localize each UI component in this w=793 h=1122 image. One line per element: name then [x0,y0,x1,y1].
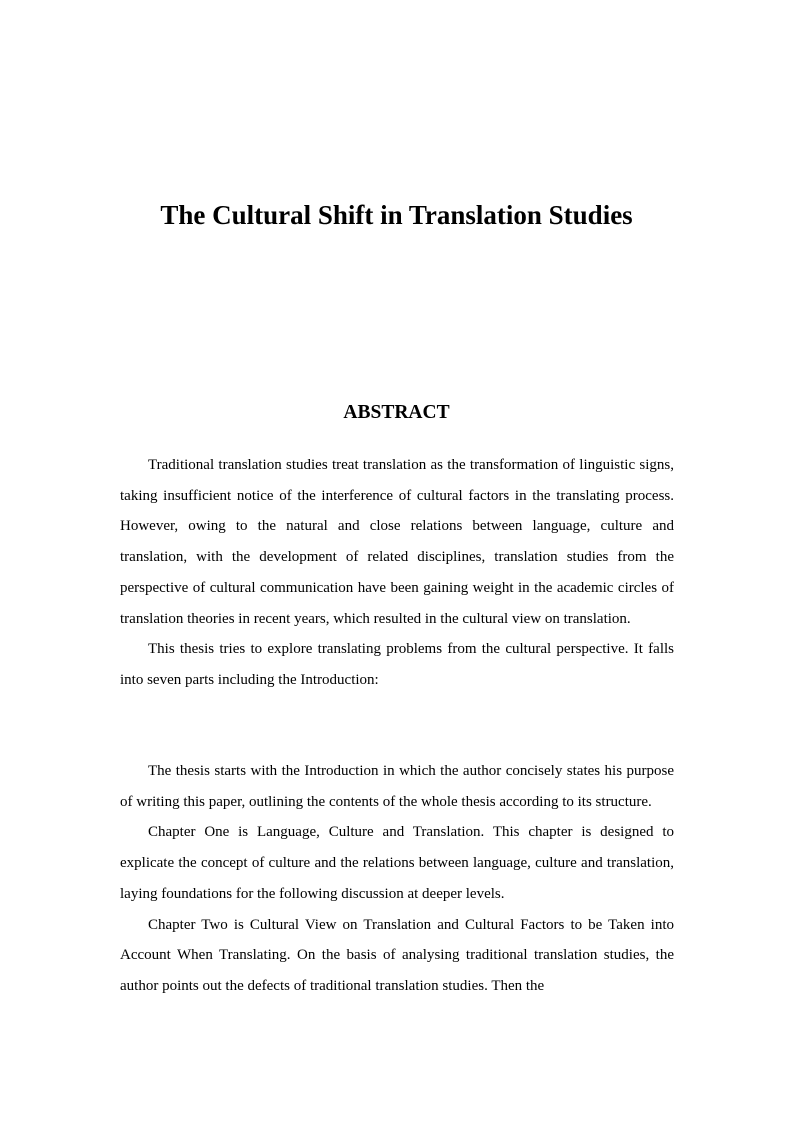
abstract-paragraph-1: Traditional translation studies treat translation as the transformation of linguistic signs, taking insufficient notice of the interference of cultural factors in the translating process. However, owing to the natural and close relations between language, culture and translation, with the development of related disciplines, translation studies from the perspective of cultural communication have been gaining weight in the academic circles of translation theories in recent years, which resulted in the cultural view on translation. [120,457,674,627]
document-title: The Cultural Shift in Translation Studies [160,200,633,230]
outline-paragraph-chapter-one: Chapter One is Language, Culture and Translation. This chapter is designed to explicate the concept of culture and the relations between language, culture and translation, laying foundations for the following discussion at deeper levels. [120,824,674,902]
abstract-heading: ABSTRACT [343,402,450,423]
abstract-paragraph-2: This thesis tries to explore translating problems from the cultural perspective. It falls into seven parts including the Introduction: [120,641,674,688]
abstract-outline-section [120,756,674,1002]
outline-paragraph-introduction: The thesis starts with the Introduction in which the author concisely states his purpose of writing this paper, outlining the contents of the whole thesis according to its structure. [120,763,674,810]
outline-paragraph-chapter-two: Chapter Two is Cultural View on Translation and Cultural Factors to be Taken into Account When Translating. On the basis of analysing traditional translation studies, the author points out the defects of traditional translation studies. Then the [120,916,674,994]
abstract-intro-section [120,450,674,696]
